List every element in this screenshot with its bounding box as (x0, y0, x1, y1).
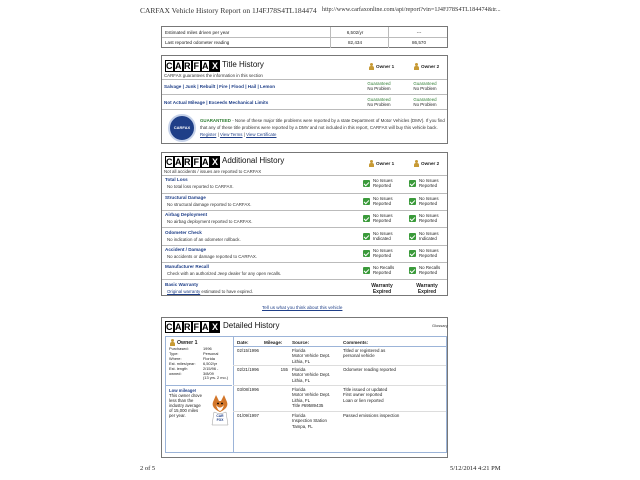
check-icon (363, 198, 370, 205)
divider (162, 210, 447, 211)
divider (233, 346, 446, 347)
record-comments: Title issued or updated First owner reported Loan or lien reported (343, 387, 388, 403)
mileage-owner1-value: 6,502/yr (346, 30, 364, 35)
history-row-title[interactable]: Structural Damage (165, 195, 206, 200)
history-row-description: No structural damage reported to CARFAX. (167, 202, 252, 207)
section-title: Title History (222, 60, 264, 69)
check-icon (409, 180, 416, 187)
record-comments: Odometer reading reported (343, 367, 396, 372)
page-number: 2 of 5 (140, 465, 156, 472)
owner1-title-result: Guaranteed No Problem (367, 81, 391, 91)
print-datetime: 5/12/2014 4:21 PM (450, 465, 501, 472)
check-icon (363, 180, 370, 187)
mileage-table (161, 26, 448, 48)
check-icon (409, 198, 416, 205)
divider (233, 411, 446, 412)
title-history-section (161, 55, 448, 144)
glossary-link[interactable]: Glossary (432, 323, 448, 328)
original-warranty-link[interactable]: Original warranty (167, 289, 201, 294)
check-icon (363, 250, 370, 257)
mileage-column-header: Mileage: (264, 340, 283, 345)
section-subtitle: Not all accidents / issues are reported to CARFAX (164, 169, 262, 174)
history-row-title[interactable]: Odometer Check (165, 230, 202, 235)
owner2-result: No Recalls Reported (419, 265, 441, 275)
person-icon (169, 339, 175, 346)
person-icon (413, 63, 419, 70)
owner2-header: Owner 2 (413, 160, 439, 167)
record-date: 02/15/1996 (237, 348, 259, 353)
owner1-result: No Issues Reported (373, 196, 393, 206)
divider (162, 175, 447, 176)
carfax-guarantee-badge-icon: CARFAX (168, 114, 196, 142)
check-icon (363, 267, 370, 274)
check-icon (409, 267, 416, 274)
person-icon (368, 160, 374, 167)
divider (162, 245, 447, 246)
title-problems-label[interactable]: Salvage | Junk | Rebuilt | Fire | Flood | Hail | Lemon (164, 84, 276, 89)
owner-info: Purchased: 1996 Type: Personal Where: Florida Est. miles/year: 6,502/yr Est. length 2/15/96 - owned: 3/8/09 (13 yrs. 2 mo.) (169, 346, 229, 381)
divider (233, 337, 234, 452)
divider (166, 385, 232, 386)
owner2-result: No Issues Reported (419, 248, 439, 258)
divider (233, 365, 446, 366)
history-row-title[interactable]: Accident / Damage (165, 247, 207, 252)
check-icon (409, 250, 416, 257)
owner2-header: Owner 2 (413, 63, 439, 70)
record-mileage: 155 (280, 367, 288, 372)
record-comments: Titled or registered as personal vehicle (343, 348, 386, 359)
check-icon (409, 233, 416, 240)
owner1-warranty: Warranty Expired (371, 283, 393, 295)
additional-history-section (161, 152, 448, 296)
carfax-logo: C A R F A X (166, 61, 218, 71)
owner2-title-result: Guaranteed No Problem (413, 81, 437, 91)
history-row-title[interactable]: Manufacturer Recall (165, 264, 209, 269)
owner1-header: Owner 1 (169, 339, 197, 346)
divider (162, 279, 447, 280)
low-mileage-note: Low mileage! This owner drove less than the industry average of 15,000 miles per year. (169, 388, 202, 418)
divider (162, 227, 447, 228)
section-title: Additional History (222, 156, 285, 165)
register-link[interactable]: Register (200, 132, 217, 137)
mileage-row-label: Estimated miles driven per year (165, 30, 230, 35)
owner1-header: Owner 1 (368, 63, 394, 70)
mileage-owner2-value: --- (416, 30, 422, 35)
record-date: 03/08/1996 (237, 387, 259, 392)
source-column-header: Source: (292, 340, 310, 345)
record-source: Florida Inspection Station Tampa, FL (292, 413, 327, 429)
carfax-logo: C A R F A X (166, 322, 218, 332)
history-row-description: Check with an authorized Jeep dealer for any open recalls. (167, 271, 282, 276)
mileage-owner1-value: 82,434 (347, 40, 363, 45)
record-source: Florida Motor Vehicle Dept. Lithia, FL (292, 348, 331, 364)
owner1-result: No Issues Reported (373, 248, 393, 258)
feedback-link[interactable]: Tell us what you think about this vehicle (262, 305, 343, 310)
warranty-description: Original warranty estimated to have expired. (167, 289, 253, 294)
comments-column-header: Comments: (343, 340, 369, 345)
record-comments: Passed emissions inspection (343, 413, 400, 418)
owner1-result: No Issues Reported (373, 178, 393, 188)
owner2-result: No Issues Indicated (419, 231, 439, 241)
owner2-mileage-result: Guaranteed No Problem (413, 97, 437, 107)
check-icon (363, 215, 370, 222)
mileage-problems-label[interactable]: Not Actual Mileage | Exceeds Mechanical Limits (164, 100, 269, 105)
carfax-logo: C A R F A X (166, 157, 218, 167)
history-row-description: No indication of an odometer rollback. (167, 237, 241, 242)
owner2-result: No Issues Reported (419, 196, 439, 206)
warranty-title[interactable]: Basic Warranty (165, 282, 199, 287)
owner2-result: No Issues Reported (419, 178, 439, 188)
section-subtitle: CARFAX guarantees the information in this section (164, 73, 263, 78)
history-row-title[interactable]: Total Loss (165, 177, 188, 182)
person-icon (413, 160, 419, 167)
divider (162, 94, 447, 95)
owner1-result: No Issues Indicated (373, 231, 393, 241)
print-header-url[interactable]: http://www.carfaxonline.com/api/report?vin=1J4FJ78S4TL184474&tr... (322, 6, 501, 13)
date-column-header: Date: (237, 340, 249, 345)
history-row-description: No total loss reported to CARFAX. (167, 184, 234, 189)
record-source: Florida Motor Vehicle Dept. Lithia, FL (292, 367, 331, 383)
history-row-description: No accidents or damage reported to CARFAX. (167, 254, 258, 259)
record-date: 02/21/1996 (237, 367, 259, 372)
divider (233, 385, 446, 386)
view-terms-link[interactable]: View Terms (219, 132, 243, 137)
mileage-row (162, 37, 447, 48)
detailed-history-section (161, 317, 448, 458)
mileage-row-label: Last reported odometer reading (165, 40, 230, 45)
history-row-description: No airbag deployment reported to CARFAX. (167, 219, 253, 224)
guarantee-text: GUARANTEED - None of these major title problems were reported by a state Department of Motor Vehicles (DMV). If you find that any of these title problems were reported by a DMV and not included in this report, CARFAX will buy this vehicle back. Register | View Terms | View Certificate (200, 118, 445, 137)
owner1-mileage-result: Guaranteed No Problem (367, 97, 391, 107)
divider (162, 262, 447, 263)
history-row-title[interactable]: Airbag Deployment (165, 212, 208, 217)
view-certificate-link[interactable]: View Certificate (246, 132, 277, 137)
record-source: Florida Motor Vehicle Dept. Lithia, FL Title #69589435 (292, 387, 331, 409)
divider (162, 79, 447, 80)
print-header-title: CARFAX Vehicle History Report on 1J4FJ78S4TL184474 (140, 6, 317, 15)
check-icon (363, 233, 370, 240)
person-icon (368, 63, 374, 70)
owner2-warranty: Warranty Expired (416, 283, 438, 295)
check-icon (409, 215, 416, 222)
divider (330, 27, 331, 48)
owner1-result: No Issues Reported (373, 213, 393, 223)
mileage-owner2-value: 86,570 (411, 40, 427, 45)
owner1-header: Owner 1 (368, 160, 394, 167)
record-date: 01/09/1997 (237, 413, 259, 418)
section-title: Detailed History (223, 321, 280, 330)
records-panel (165, 336, 447, 453)
owner2-result: No Issues Reported (419, 213, 439, 223)
divider (162, 109, 447, 110)
divider (388, 27, 389, 48)
divider (162, 193, 447, 194)
owner1-result: No Recalls Reported (373, 265, 395, 275)
car-fox-mascot-icon: CAR FOX (208, 393, 232, 427)
